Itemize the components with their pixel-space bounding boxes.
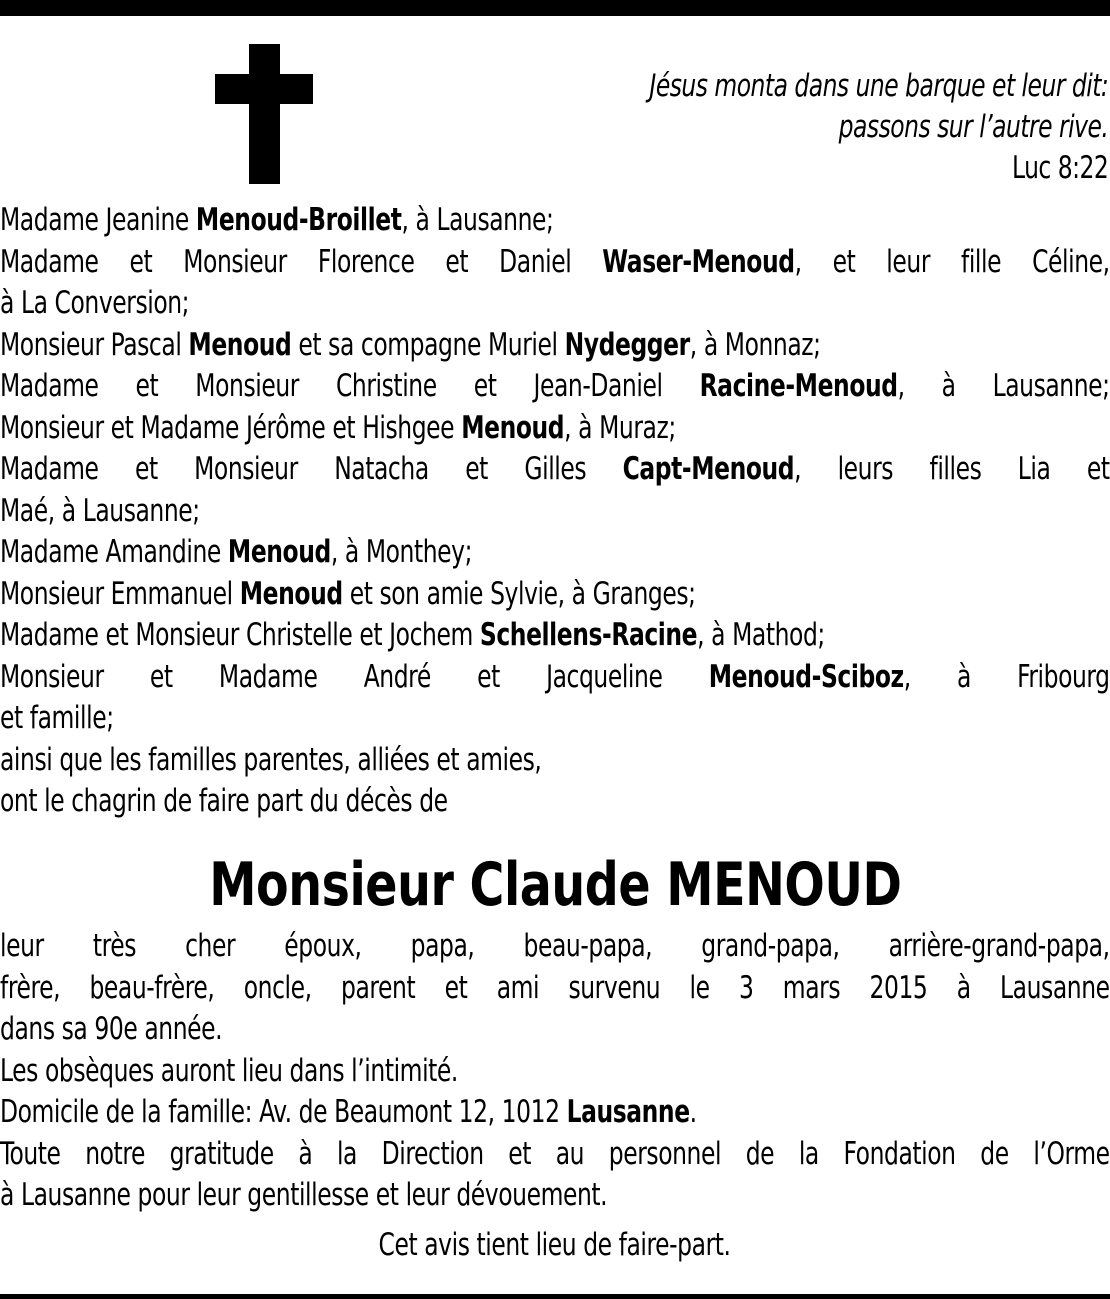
gratitude-line: Toute notre gratitude à la Direction et au personnel de la Fondation de l’Orme — [0, 1135, 1110, 1172]
intro-line-2: ont le chagrin de faire part du décès de — [0, 783, 448, 819]
family-line: Monsieur Emmanuel Menoud et son amie Sylvie, à Granges; — [0, 575, 696, 612]
family-line: et famille; — [0, 700, 114, 736]
deceased-name: Monsieur Claude MENOUD — [208, 850, 902, 920]
family-line: Monsieur et Madame André et Jacqueline Menoud-Sciboz, à Fribourg — [0, 658, 1110, 695]
body-line: frère, beau-frère, oncle, parent et ami survenu le 3 mars 2015 à Lausanne — [0, 969, 1110, 1006]
gratitude-line: à Lausanne pour leur gentillesse et leur dévouement. — [0, 1177, 608, 1213]
verse-line-2: passons sur l’autre rive. — [838, 109, 1108, 145]
body-line: dans sa 90e année. — [0, 1011, 223, 1047]
funeral-line: Les obsèques auront lieu dans l’intimité. — [0, 1052, 458, 1089]
family-line: Madame et Monsieur Natacha et Gilles Capt-Menoud, leurs filles Lia et — [0, 451, 1110, 487]
family-line: Madame et Monsieur Christine et Jean-Daniel Racine-Menoud, à Lausanne; — [0, 368, 1110, 404]
family-line: Maé, à Lausanne; — [0, 492, 200, 529]
closing-note: Cet avis tient lieu de faire-part. — [378, 1227, 732, 1263]
family-line: à La Conversion; — [0, 285, 190, 321]
top-rule — [0, 0, 1110, 16]
family-list — [0, 200, 1110, 823]
cross-icon — [215, 44, 313, 184]
notice-body — [0, 926, 1110, 1217]
family-line: Madame et Monsieur Christelle et Jochem Schellens-Racine, à Mathod; — [0, 617, 825, 653]
bible-verse — [649, 66, 1108, 189]
family-line: Madame Amandine Menoud, à Monthey; — [0, 534, 473, 570]
family-line: Monsieur et Madame Jérôme et Hishgee Menoud, à Muraz; — [0, 409, 676, 446]
family-line: Madame Jeanine Menoud-Broillet, à Lausanne; — [0, 202, 554, 238]
bottom-rule — [0, 1294, 1110, 1299]
verse-reference: Luc 8:22 — [1011, 150, 1108, 186]
body-line: leur très cher époux, papa, beau-papa, grand-papa, arrière-grand-papa, — [0, 928, 1110, 964]
intro-line-1: ainsi que les familles parentes, alliées et amies, — [0, 741, 542, 778]
domicile-line: Domicile de la famille: Av. de Beaumont 12, 1012 Lausanne. — [0, 1094, 697, 1130]
verse-line-1: Jésus monta dans une barque et leur dit: — [649, 68, 1108, 104]
family-line: Monsieur Pascal Menoud et sa compagne Muriel Nydegger, à Monnaz; — [0, 326, 821, 363]
family-line: Madame et Monsieur Florence et Daniel Waser-Menoud, et leur fille Céline, — [0, 243, 1110, 280]
